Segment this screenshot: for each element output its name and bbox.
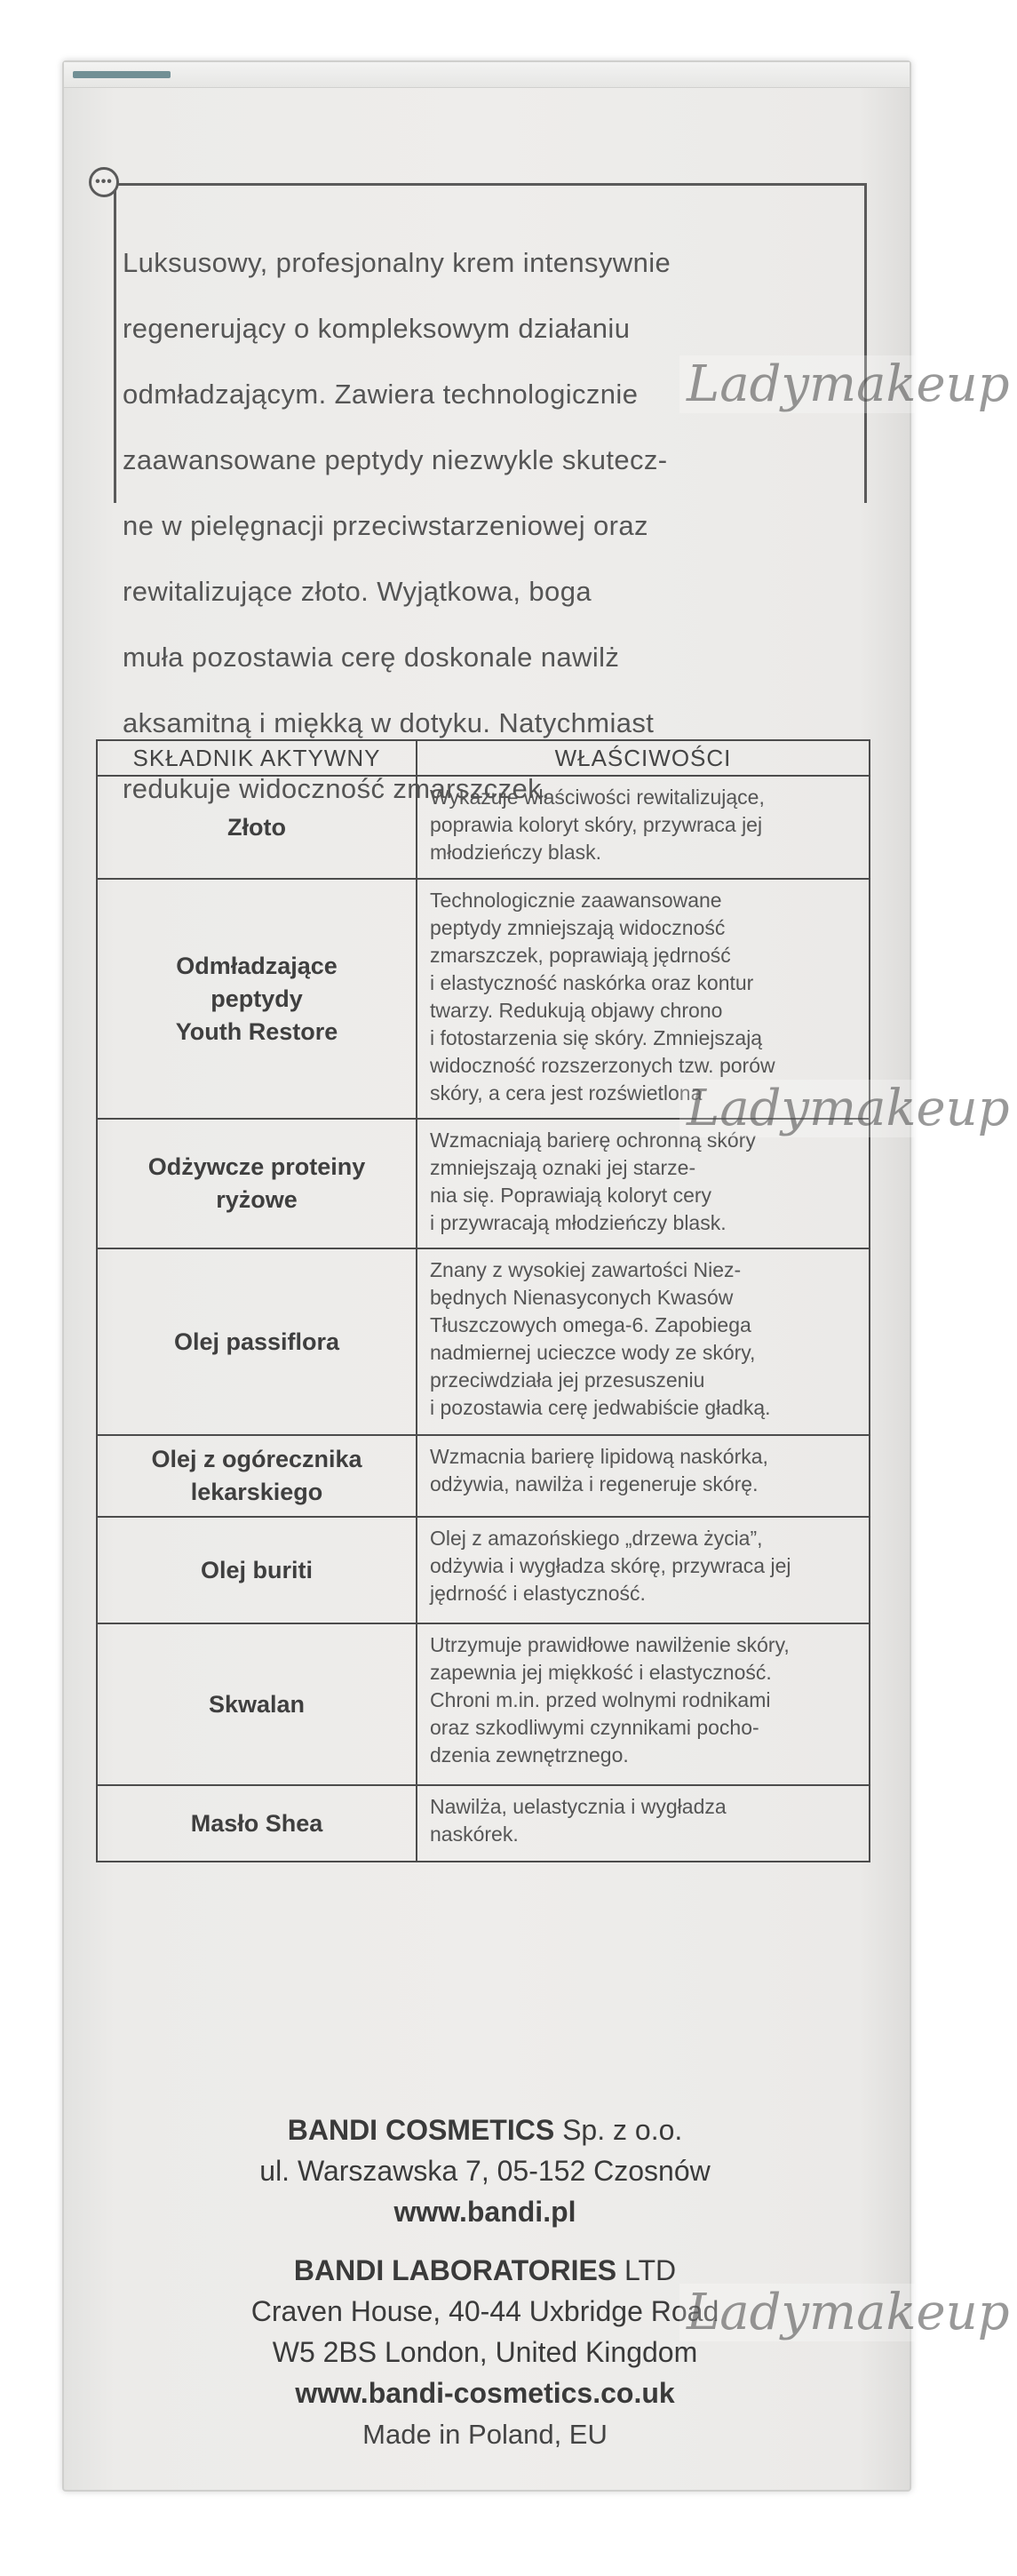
intro-frame-left xyxy=(114,183,116,503)
header-ingredient: SKŁADNIK AKTYWNY xyxy=(97,740,417,776)
company-suffix: Sp. z o.o. xyxy=(554,2114,683,2146)
properties-cell: Olej z amazońskiego „drzewa życia”, odżywia i wygładza skórę, przywraca jej jędrność i elastyczność. xyxy=(417,1517,870,1623)
table-row xyxy=(97,1119,870,1248)
intro-line: aksamitną i miękką w dotyku. Natychmiast xyxy=(123,707,655,738)
properties-cell: Wykazuje właściwości rewitalizujące, poprawia koloryt skóry, przywraca jej młodzieńczy blask. xyxy=(417,776,870,879)
company-block-uk xyxy=(62,2250,908,2413)
intro-line: redukuje widoczność zmarszczek. xyxy=(123,773,551,804)
ingredient-cell: Olej z ogórecznika lekarskiego xyxy=(97,1435,417,1517)
table-row xyxy=(97,1435,870,1517)
company-name: BANDI COSMETICS xyxy=(287,2114,555,2146)
ingredient-cell: Skwalan xyxy=(97,1623,417,1785)
ingredient-cell: Odżywcze proteiny ryżowe xyxy=(97,1119,417,1248)
table-row xyxy=(97,1517,870,1623)
company-name: BANDI LABORATORIES xyxy=(293,2254,617,2286)
ingredients-table xyxy=(96,739,870,1862)
company-suffix: LTD xyxy=(616,2254,677,2286)
intro-line: muła pozostawia cerę doskonale nawilż xyxy=(123,642,620,673)
table-row xyxy=(97,1623,870,1785)
properties-cell: Znany z wysokiej zawartości Niez- będnych Nienasyconych Kwasów Tłuszczowych omega-6. Zapobiega nadmiernej ucieczce wody ze skóry, przeciwdziała jej przesuszeniu i pozostawia cerę jedwabiście gładką. xyxy=(417,1248,870,1435)
company-address: ul. Warszawska 7, 05-152 Czosnów xyxy=(259,2155,711,2187)
ingredient-cell: Złoto xyxy=(97,776,417,879)
table-row xyxy=(97,879,870,1119)
box-flap xyxy=(73,71,171,78)
table-row xyxy=(97,1785,870,1862)
watermark-logo: Ladymakeup xyxy=(679,1080,1017,1137)
watermark-logo: Ladymakeup xyxy=(679,355,1017,413)
ellipsis-icon: ••• xyxy=(89,167,119,197)
intro-line: odmładzającym. Zawiera technologicznie xyxy=(123,379,639,410)
header-properties: WŁAŚCIWOŚCI xyxy=(417,740,870,776)
company-block-poland xyxy=(62,2109,908,2232)
company-line xyxy=(62,2250,908,2291)
box-top-edge xyxy=(64,62,910,88)
intro-line: Luksusowy, profesjonalny krem intensywnie xyxy=(123,247,671,278)
properties-cell: Nawilża, uelastycznia i wygładza naskórek. xyxy=(417,1785,870,1862)
ingredient-cell: Olej buriti xyxy=(97,1517,417,1623)
intro-line: regenerujący o kompleksowym działaniu xyxy=(123,313,631,344)
company-line xyxy=(62,2109,908,2150)
ingredient-cell: Masło Shea xyxy=(97,1785,417,1862)
watermark-logo: Ladymakeup xyxy=(679,2284,1017,2341)
made-in: Made in Poland, EU xyxy=(362,2419,608,2450)
intro-line: rewitalizujące złoto. Wyjątkowa, boga xyxy=(123,576,592,607)
intro-frame-right xyxy=(864,183,867,503)
intro-line: ne w pielęgnacji przeciwstarzeniowej oraz xyxy=(123,510,648,541)
company-address: W5 2BS London, United Kingdom xyxy=(272,2336,698,2368)
intro-frame-top xyxy=(114,183,867,186)
properties-cell: Utrzymuje prawidłowe nawilżenie skóry, zapewnia jej miękkość i elastyczność. Chroni m.in. przed wolnymi rodnikami oraz szkodliwymi czynnikami pocho- dzenia zewnętrznego. xyxy=(417,1623,870,1785)
company-website: www.bandi-cosmetics.co.uk xyxy=(295,2377,675,2409)
properties-cell: Wzmacniają barierę ochronną skóry zmniejszają oznaki jej starze- nia się. Poprawiają koloryt cery i przywracają młodzieńczy blask. xyxy=(417,1119,870,1248)
table-row xyxy=(97,1248,870,1435)
ingredient-cell: Odmładzające peptydy Youth Restore xyxy=(97,879,417,1119)
company-website: www.bandi.pl xyxy=(393,2196,576,2228)
ingredient-cell: Olej passiflora xyxy=(97,1248,417,1435)
properties-cell: Technologicznie zaawansowane peptydy zmniejszają widoczność zmarszczek, poprawiają jędrność i elastyczność naskórka oraz kontur twarzy. Redukują objawy chrono i fotostarzenia się skóry. Zmniejszają widoczność rozszerzonych tzw. porów skóry, a cera jest rozświetlona xyxy=(417,879,870,1119)
table-header-row xyxy=(97,740,870,776)
properties-cell: Wzmacnia barierę lipidową naskórka, odżywia, nawilża i regeneruje skórę. xyxy=(417,1435,870,1517)
table-row xyxy=(97,776,870,879)
intro-line: zaawansowane peptydy niezwykle skutecz- xyxy=(123,444,668,475)
company-address: Craven House, 40-44 Uxbridge Road xyxy=(250,2295,719,2327)
